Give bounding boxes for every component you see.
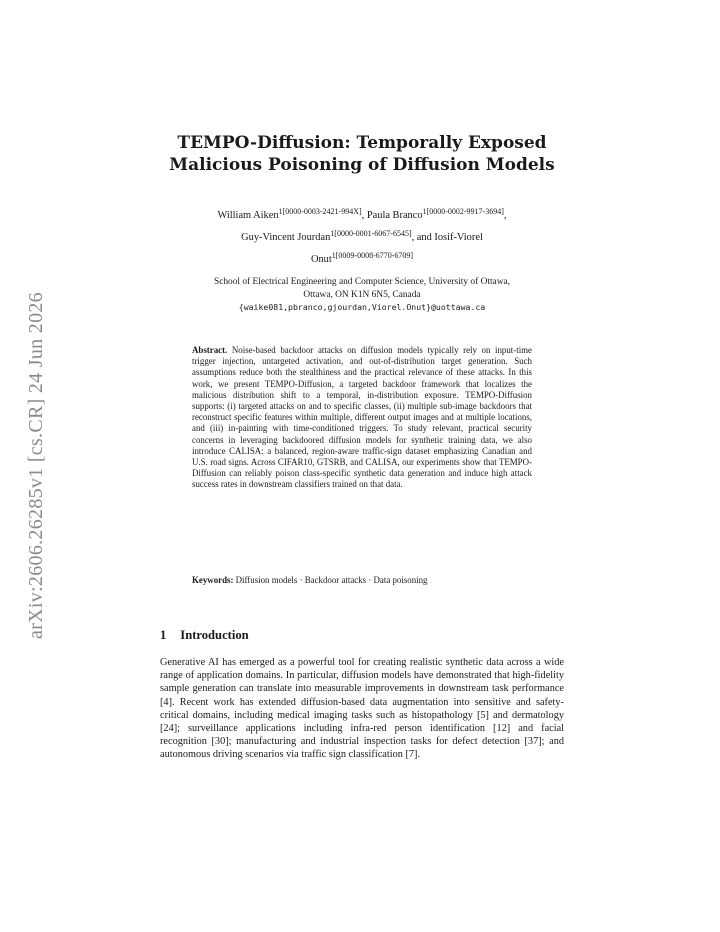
abstract: [192, 345, 532, 491]
author-list: [150, 205, 574, 271]
author-separator: , and: [411, 232, 435, 243]
keywords-label: Keywords:: [192, 575, 234, 585]
abstract-label: Abstract.: [192, 345, 228, 355]
author-name-continued: Onut: [310, 254, 332, 265]
affiliation-line-1: School of Electrical Engineering and Computer Science, University of Ottawa,: [213, 277, 510, 287]
affiliation-block: [160, 276, 564, 314]
keywords-text: Diffusion models · Backdoor attacks · Data poisoning: [235, 575, 428, 585]
section-number: 1: [160, 628, 167, 642]
author-orcid: 1[0000-0001-6067-6545]: [330, 229, 412, 238]
section-title: Introduction: [180, 628, 249, 642]
arxiv-identifier: arXiv:2606.26285v1 [cs.CR] 24 Jun 2026: [24, 291, 47, 639]
affiliation-line-2: Ottawa, ON K1N 6N5, Canada: [303, 289, 421, 300]
author-name: William Aiken: [217, 210, 279, 221]
author-separator: ,: [361, 210, 367, 221]
keywords: [192, 575, 532, 586]
author-orcid: 1[0009-0008-6770-6709]: [331, 251, 414, 260]
author-separator: ,: [503, 210, 507, 221]
author-name: Guy-Vincent Jourdan: [241, 232, 331, 243]
author-name: Paula Branco: [366, 210, 423, 221]
introduction-paragraph: Generative AI has emerged as a powerful tool for creating realistic synthetic data across a wide range of application domains. In particular, diffusion models have demonstrated that high-fidelity sample generation can translate into measurable improvements in downstream task performance [4]. Recent work has extended diffusion-based data augmentation into sensitive and safety-critical domains, including medical imaging tasks such as histopathology [5] and dermatology [24]; surveillance applications including infra-red person identification [12] and facial recognition [30]; manufacturing and industrial inspection tasks for defect detection [37]; and autonomous driving scenarios via traffic sign classification [7].: [160, 657, 564, 761]
arxiv-side-stamp: [14, 260, 58, 670]
section-heading: [160, 628, 249, 643]
paper-title-line-1: TEMPO-Diffusion: Temporally Exposed: [177, 133, 547, 153]
abstract-text: Noise-based backdoor attacks on diffusion models typically rely on input-time trigger injection, untargeted activation, and out-of-distribution target generation. Such assumptions reduce both the stealthiness and the practical relevance of these attacks. In this work, we present TEMPO-Diffusion, a targeted backdoor framework that localizes the malicious distribution shift to a temporal, in-distribution exposure. TEMPO-Diffusion supports: (i) targeted attacks on and to specific classes, (ii) multiple sub-image backdoors that reconstruct specific features within multiple, different output images and at multiple locations, and (iii) in-painting with time-conditioned triggers. To study relevant, practical security concerns in leveraging backdoored diffusion models for synthetic training data, we also introduce CALISA: a balanced, region-aware traffic-sign dataset emphasizing Canadian and U.S. road signs. Across CIFAR10, GTSRB, and CALISA, our experiments show that TEMPO-Diffusion can reliably poison class-specific synthetic data generation and induce high attack success rates in downstream classifiers trained on that data.: [192, 345, 533, 490]
author-orcid: 1[0000-0003-2421-994X]: [278, 207, 362, 216]
author-name: Iosif-Viorel: [434, 232, 483, 243]
paper-title: [120, 132, 604, 176]
author-orcid: 1[0000-0002-9917-3694]: [422, 207, 504, 216]
paper-title-line-2: Malicious Poisoning of Diffusion Models: [169, 155, 555, 175]
author-emails: {waike081,pbranco,gjourdan,Viorel.Onut}@uottawa.ca: [238, 302, 486, 312]
